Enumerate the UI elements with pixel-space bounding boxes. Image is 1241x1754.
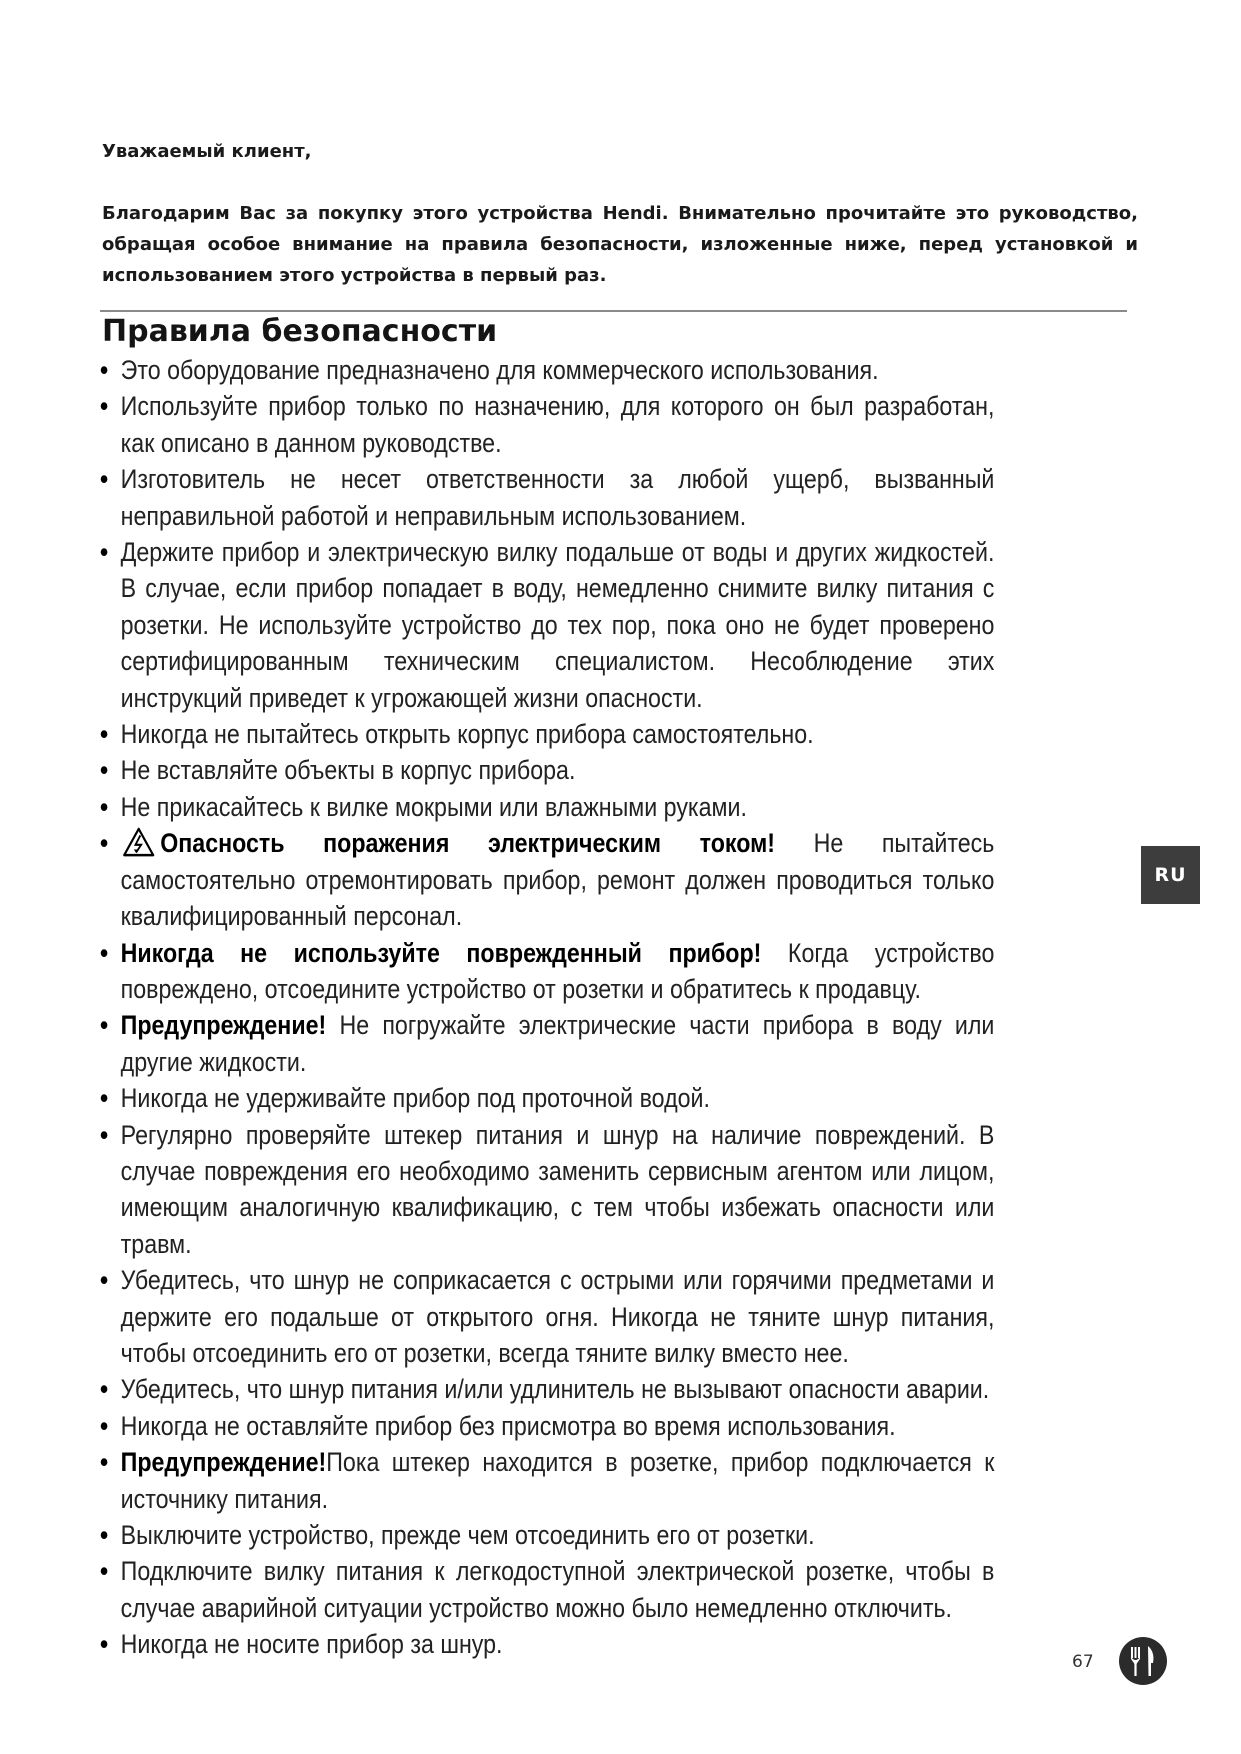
rule-text: Никогда не пытайтесь открыть корпус прибора самостоятельно. <box>120 719 814 750</box>
rule-item <box>100 534 994 716</box>
safety-rules-list <box>100 352 994 1663</box>
rule-bold-lead: Предупреждение! <box>120 1447 327 1478</box>
rule-item <box>100 1371 994 1407</box>
rule-item <box>100 352 994 388</box>
rule-text: Это оборудование предназначено для коммерческого использования. <box>120 355 879 385</box>
bullet: • <box>100 391 109 422</box>
bullet: • <box>100 1374 109 1405</box>
rule-text: Подключите вилку питания к легкодоступной электрической розетке, чтобы в случае аварийной ситуации устройство можно было немедленно отключить. <box>120 1556 995 1623</box>
rule-text: Не погружайте электрические части прибора в воду или другие жидкости. <box>120 1010 995 1077</box>
rule-item <box>100 1553 994 1626</box>
rule-item <box>100 716 994 752</box>
bullet: • <box>100 1010 109 1041</box>
rule-text: Никогда не носите прибор за шнур. <box>120 1629 503 1660</box>
page-number: 67 <box>1072 1652 1094 1672</box>
rule-item <box>100 1262 994 1371</box>
rule-text: Изготовитель не несет ответственности за любой ущерб, вызванный неправильной работой и неправильным использованием. <box>120 464 995 531</box>
rule-text: Не пытайтесь самостоятельно отремонтировать прибор, ремонт должен проводиться только квалифицированный персонал. <box>120 828 995 932</box>
bullet: • <box>100 1265 109 1296</box>
bullet: • <box>100 1556 109 1587</box>
rule-text: Держите прибор и электрическую вилку подальше от воды и других жидкостей. В случае, если прибор попадает в воду, немедленно снимите вилку питания с розетки. Не используйте устройство до тех пор, пока оно не будет проверено сертифицированным техническим специалистом. Несоблюдение этих инструкций приведет к угрожающей жизни опасности. <box>120 537 995 713</box>
rule-item <box>100 935 994 1008</box>
rule-text: Пока штекер находится в розетке, прибор подключается к источнику питания. <box>120 1447 995 1514</box>
bullet: • <box>100 464 109 495</box>
rule-text: Убедитесь, что шнур питания и/или удлинитель не вызывают опасности аварии. <box>120 1374 990 1405</box>
fork-knife-logo-icon <box>1118 1636 1168 1686</box>
bullet: • <box>100 1119 109 1150</box>
rule-item <box>100 789 994 825</box>
bullet: • <box>100 1520 109 1550</box>
rule-text: Используйте прибор только по назначению, для которого он был разработан, как описано в данном руководстве. <box>120 391 995 458</box>
rule-item <box>100 1117 994 1263</box>
language-tab-ru: RU <box>1141 846 1200 904</box>
rule-bold-lead: Предупреждение! <box>120 1010 327 1041</box>
rule-item <box>100 1626 994 1662</box>
rule-text: Выключите устройство, прежде чем отсоединить его от розетки. <box>120 1520 815 1550</box>
rule-text: Никогда не удерживайте прибор под проточной водой. <box>120 1083 710 1114</box>
rule-bold-lead: Опасность поражения электрическим током! <box>160 828 776 859</box>
rule-item <box>100 752 994 788</box>
bullet: • <box>100 1410 109 1441</box>
rule-item <box>100 1007 994 1080</box>
bullet: • <box>100 828 109 859</box>
section-title: Правила безопасности <box>102 314 498 349</box>
rule-item <box>100 1517 994 1553</box>
bullet: • <box>100 1447 109 1478</box>
rule-bold-lead: Никогда не используйте поврежденный прибор! <box>120 937 762 968</box>
bullet: • <box>100 755 109 786</box>
rule-text: Не вставляйте объекты в корпус прибора. <box>120 755 576 786</box>
intro-paragraph: Благодарим Вас за покупку этого устройства Hendi. Внимательно прочитайте это руководство, обращая особое внимание на правила безопасности, изложенные ниже, перед установкой и использованием этого устройства в первый раз. <box>102 203 1138 286</box>
bullet: • <box>100 719 109 750</box>
rule-item <box>100 1080 994 1116</box>
rule-text: Убедитесь, что шнур не соприкасается с острыми или горячими предметами и держите его подальше от открытого огня. Никогда не тяните шнур питания, чтобы отсоединить его от розетки, всегда тяните вилку вместо нее. <box>120 1265 995 1368</box>
rule-text: Никогда не оставляйте прибор без присмотра во время использования. <box>120 1410 896 1441</box>
section-divider <box>100 310 1127 312</box>
rule-item-electric-shock <box>100 825 994 934</box>
bullet: • <box>100 791 109 822</box>
rule-text: Когда устройство повреждено, отсоедините устройство от розетки и обратитесь к продавцу. <box>120 937 995 1004</box>
bullet: • <box>100 937 109 968</box>
rule-item <box>100 388 994 461</box>
rule-text: Не прикасайтесь к вилке мокрыми или влажными руками. <box>120 791 747 822</box>
rule-item <box>100 1408 994 1444</box>
bullet: • <box>100 537 109 568</box>
greeting: Уважаемый клиент, <box>102 141 312 162</box>
rule-text: Регулярно проверяйте штекер питания и шнур на наличие повреждений. В случае повреждения его необходимо заменить сервисным агентом или лицом, имеющим аналогичную квалификацию, с тем чтобы избежать опасности или травм. <box>120 1119 995 1259</box>
high-voltage-warning-icon <box>122 827 155 857</box>
rule-item <box>100 461 994 534</box>
bullet: • <box>100 1083 109 1114</box>
bullet: • <box>100 1629 109 1660</box>
bullet: • <box>100 355 109 385</box>
rule-item <box>100 1444 994 1517</box>
